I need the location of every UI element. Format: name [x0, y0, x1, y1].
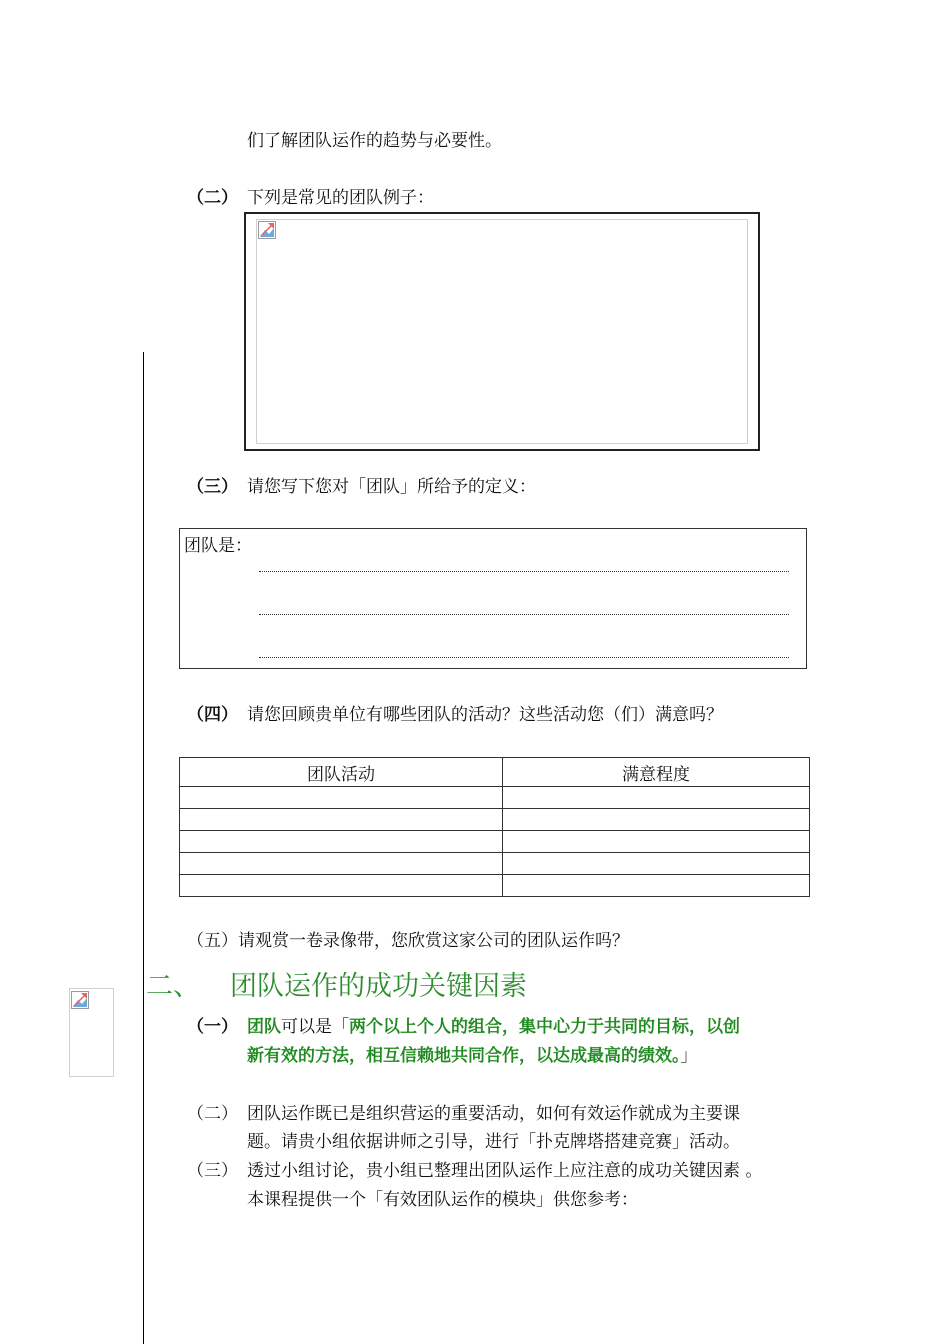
satisfaction-cell[interactable] — [503, 787, 810, 809]
column-header-activity: 团队活动 — [180, 758, 503, 787]
definition-box — [179, 528, 807, 669]
table-row — [180, 853, 810, 875]
item-1-line-1 — [247, 1016, 740, 1038]
item-2-line-2: 题。请贵小组依据讲师之引导，进行「扑克牌塔搭建竞赛」活动。 — [247, 1132, 740, 1152]
activity-cell[interactable] — [180, 809, 503, 831]
activity-cell[interactable] — [180, 875, 503, 897]
section-5-text: （五）请观赏一卷录像带，您欣赏这家公司的团队运作吗？ — [187, 931, 629, 951]
activity-table — [179, 757, 810, 897]
definition-answer-line[interactable] — [259, 571, 789, 572]
section-4-text: 请您回顾贵单位有哪些团队的活动？这些活动您（们）满意吗？ — [247, 705, 723, 725]
section-2-number: （二） — [187, 188, 238, 208]
table-row — [180, 831, 810, 853]
activity-cell[interactable] — [180, 787, 503, 809]
item-1-line-2 — [247, 1045, 698, 1067]
item-1-mid: 可以是「 — [281, 1017, 349, 1037]
item-2-line-1: 团队运作既已是组织营运的重要活动，如何有效运作就成为主要课 — [247, 1104, 740, 1124]
item-1-number: （一） — [187, 1017, 238, 1037]
table-row — [180, 875, 810, 897]
section-3-number: （三） — [187, 477, 238, 497]
item-3-number: （三） — [187, 1161, 238, 1181]
activity-cell[interactable] — [180, 853, 503, 875]
margin-rule — [143, 352, 144, 1344]
section-heading-number: 二、 — [146, 971, 200, 1002]
team-examples-image — [256, 219, 748, 444]
section-heading-title: 团队运作的成功关键因素 — [230, 971, 527, 1002]
item-1-emphasis-2: 新有效的方法，相互信赖地共同合作，以达成最高的绩效。 — [247, 1046, 681, 1066]
table-row — [180, 787, 810, 809]
item-3-line-2: 本课程提供一个「有效团队运作的模块」供您参考： — [247, 1190, 638, 1210]
definition-answer-line[interactable] — [259, 657, 789, 658]
table-row — [180, 809, 810, 831]
section-3-text: 请您写下您对「团队」所给予的定义： — [247, 477, 536, 497]
side-image-frame — [69, 988, 114, 1077]
section-2-text: 下列是常见的团队例子： — [247, 188, 434, 208]
section-4-number: （四） — [187, 705, 238, 725]
table-header-row — [180, 758, 810, 787]
item-1-emphasis-1: 两个以上个人的组合，集中心力于共同的目标，以创 — [349, 1017, 740, 1037]
team-examples-image-frame — [244, 212, 760, 451]
satisfaction-cell[interactable] — [503, 853, 810, 875]
definition-answer-line[interactable] — [259, 614, 789, 615]
satisfaction-cell[interactable] — [503, 875, 810, 897]
item-1-term: 团队 — [247, 1017, 281, 1037]
section-heading — [146, 964, 527, 1003]
definition-label: 团队是： — [184, 536, 252, 556]
column-header-satisfaction: 满意程度 — [503, 758, 810, 787]
item-1-close: 」 — [680, 1046, 698, 1066]
broken-image-icon — [258, 221, 276, 239]
intro-line: 们了解团队运作的趋势与必要性。 — [247, 131, 502, 151]
satisfaction-cell[interactable] — [503, 831, 810, 853]
item-2-number: （二） — [187, 1104, 238, 1124]
activity-cell[interactable] — [180, 831, 503, 853]
satisfaction-cell[interactable] — [503, 809, 810, 831]
broken-image-icon — [71, 991, 89, 1009]
item-3-line-1: 透过小组讨论，贵小组已整理出团队运作上应注意的成功关键因素 。 — [247, 1161, 763, 1181]
